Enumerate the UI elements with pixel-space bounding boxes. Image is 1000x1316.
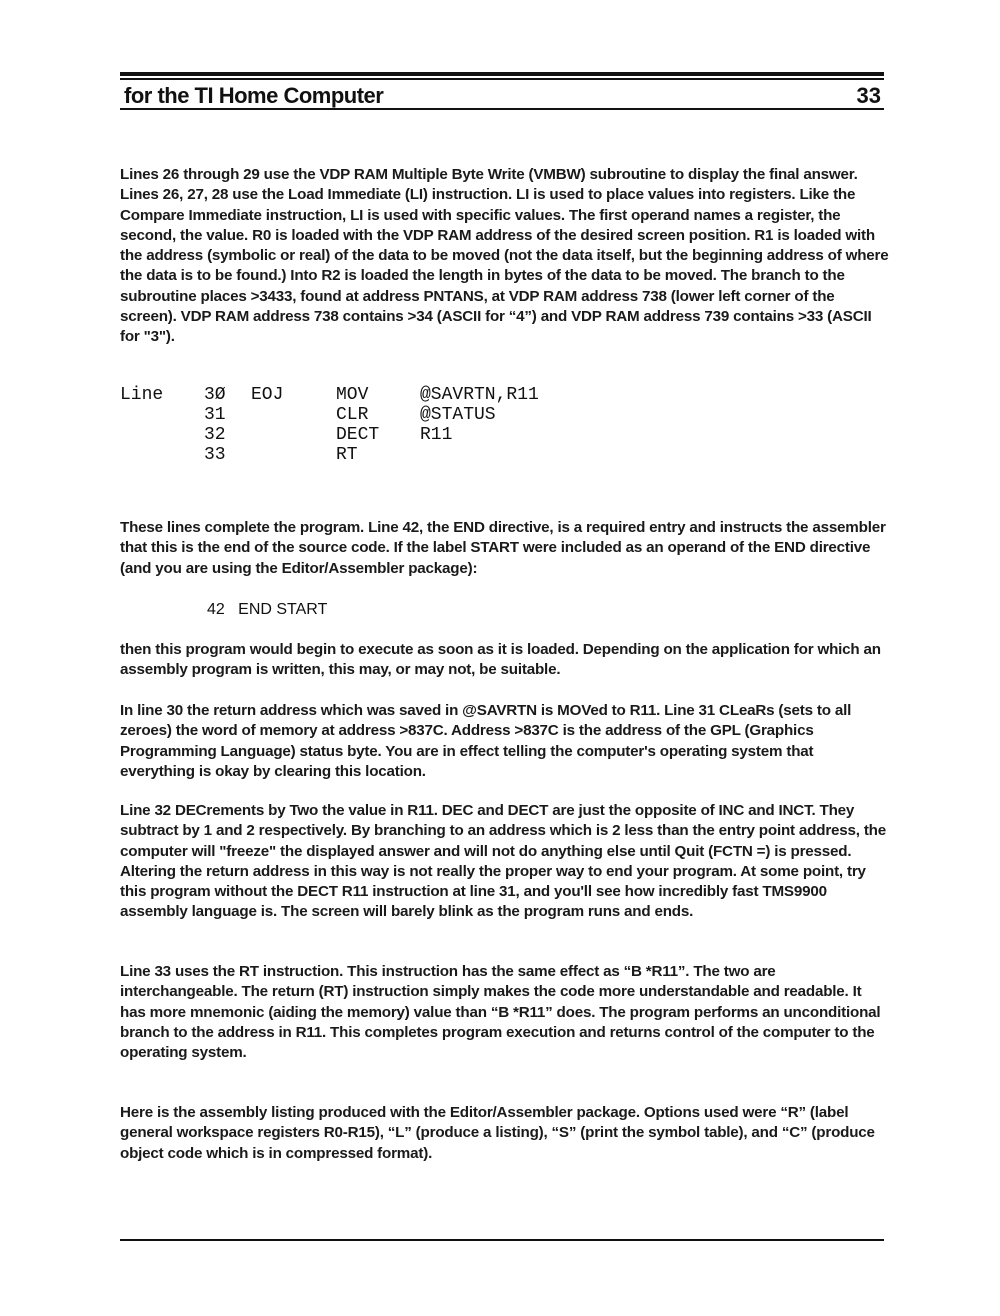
code-operand: R11 <box>420 425 453 445</box>
page-header-title: for the TI Home Computer <box>124 83 384 108</box>
code-line-number: 32 <box>204 425 226 445</box>
code-opcode: RT <box>336 445 358 465</box>
code-operand: @SAVRTN,R11 <box>420 385 539 405</box>
code-opcode: DECT <box>336 425 380 445</box>
paragraph-line-30: In line 30 the return address which was saved in @SAVRTN is MOVed to R11. Line 31 CLeaRs (sets to all zeroes) the word of memory at address >837C. Address >837C is the address of the GPL (Graphics Programming Language) status byte. You are in effect telling the computer's operating system that everything is okay by clearing this location. <box>120 702 852 780</box>
paragraph-assembly-listing: Here is the assembly listing produced with the Editor/Assembler package. Options used were “R” (label general workspace registers R0-R15), “L” (produce a listing), “S” (print the symbol table), and “C” (produce object code which is in compressed format). <box>120 1104 875 1162</box>
code-label: EOJ <box>251 385 284 405</box>
code-operand: @STATUS <box>420 405 496 425</box>
paragraph-end-directive: These lines complete the program. Line 42, the END directive, is a required entry and instructs the assembler that this is the end of the source code. If the label START were included as an operand of the END directive (and you are using the Editor/Assembler package): <box>120 519 886 577</box>
paragraph-line-32: Line 32 DECrements by Two the value in R11. DEC and DECT are just the opposite of INC and INCT. They subtract by 1 and 2 respectively. By branching to an address which is 2 less than the entry point address, the computer will "freeze" the displayed answer and will not do anything else until Quit (FCTN =) is pressed. Altering the return address in this way is not really the proper way to end your program. At some point, try this program without the DECT R11 instruction at line 31, and you'll see how incredibly fast TMS9900 assembly language is. The screen will barely blink as the program runs and ends. <box>120 802 887 921</box>
paragraph-execute-on-load: then this program would begin to execute as soon as it is loaded. Depending on the application for which an assembly program is written, this may, or may not, be suitable. <box>120 641 881 679</box>
header-rule-top <box>120 72 884 76</box>
code-line-number: 33 <box>204 445 226 465</box>
header-rule-second <box>120 78 884 80</box>
header-rule-bottom <box>120 108 884 110</box>
end-example-spacer <box>225 601 238 618</box>
paragraph-vmbw: Lines 26 through 29 use the VDP RAM Multiple Byte Write (VMBW) subroutine to display the final answer. Lines 26, 27, 28 use the Load Immediate (LI) instruction. LI is used to place values into registers. Like the Compare Immediate instruction, LI is used with specific values. The first operand names a register, the second, the value. R0 is loaded with the VDP RAM address of the desired screen position. R1 is loaded with the address (symbolic or real) of the data to be moved (not the data itself, but the beginning address of where the data is to be found.) Into R2 is loaded the length in bytes of the data to be moved. The branch to the subroutine places >3433, found at address PNTANS, at VDP RAM address 738 (lower left corner of the screen). VDP RAM address 738 contains >34 (ASCII for “4”) and VDP RAM address 739 contains >33 (ASCII for "3"). <box>120 166 889 346</box>
end-example-number: 42 <box>207 601 225 618</box>
code-line-number: 3Ø <box>204 385 226 405</box>
code-prefix: Line <box>120 385 164 405</box>
footer-rule <box>120 1239 884 1241</box>
end-example-text: END START <box>238 601 328 618</box>
paragraph-line-33: Line 33 uses the RT instruction. This instruction has the same effect as “B *R11”. The two are interchangeable. The return (RT) instruction simply makes the code more understandable and readable. It has more mnemonic (aiding the memory) value than “B *R11” does. The program performs an unconditional branch to the address in R11. This completes program execution and returns control of the computer to the operating system. <box>120 963 881 1062</box>
page-number: 33 <box>856 83 881 108</box>
code-opcode: MOV <box>336 385 369 405</box>
code-line-number: 31 <box>204 405 226 425</box>
code-opcode: CLR <box>336 405 369 425</box>
end-start-example <box>207 601 327 619</box>
